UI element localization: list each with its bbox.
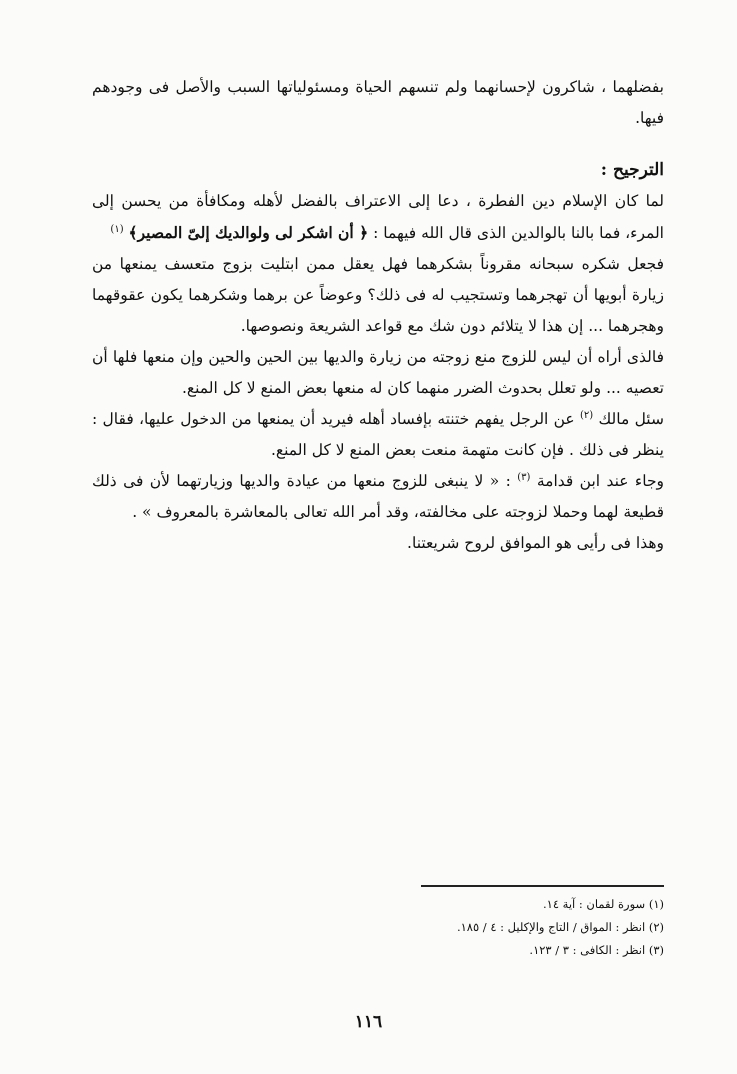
footnote-divider (421, 885, 664, 887)
paragraph-4 (92, 404, 664, 466)
page-number: ١١٦ (354, 1012, 383, 1032)
footnote-1: (١) سورة لقمان : آية ١٤. (543, 897, 664, 911)
footnote-3: (٣) انظر : الكافى : ٣ / ١٢٣. (529, 943, 664, 957)
footnotes (244, 893, 664, 962)
paragraph-2-start: لما كان الإسلام دين الفطرة ، دعا إلى الاعتراف بالفضل لأهله ومكافأة من يحسن إلى المرء، فما بالنا بالوالدين الذى قال الله فيهما : (92, 192, 664, 242)
quran-verse: ﴿ أن اشكر لى ولوالديك إلىّ المصير﴾ (128, 223, 369, 242)
footnote-ref-3: (٣) (517, 471, 531, 483)
paragraph-1: بفضلهما ، شاكرون لإحسانهما ولم تنسهم الحياة ومسئولياتها السبب والأصل فى وجودهم فيها. (92, 78, 664, 127)
main-text (92, 72, 664, 559)
paragraph-5-start: وجاء عند ابن قدامة (536, 472, 665, 490)
paragraph-4-end: عن الرجل يفهم ختنته بإفساد أهله فيريد أن يمنعها من الدخول عليها، فقال : ينظر فى ذلك . فإن كانت متهمة منعت بعض المنع لا كل المنع. (92, 410, 664, 459)
paragraph-2-end: فجعل شكره سبحانه مقروناً بشكرهما فهل يعقل ممن ابتليت بزوج متعسف يمنعها من زيارة أبويها أن تهجرهما وتستجيب له فى ذلك؟ وعوضاً عن برهما وشكرهما يكون عقوقهما وهجرهما ... إن هذا لا يتلائم دون شك مع قواعد الشريعة ونصوصها. (92, 255, 664, 335)
paragraph-4-start: سئل مالك (598, 410, 664, 428)
footnote-2: (٢) انظر : المواق / التاج والإكليل : ٤ / ١٨٥. (456, 920, 664, 934)
footnote-ref-2: (٢) (579, 409, 594, 421)
section-heading: الترجيح : (600, 160, 664, 180)
paragraph-5-end: : « لا ينبغى للزوج منعها من عيادة والديها وزيارتهما لأن فى ذلك قطيعة لهما وحملا لزوجته على مخالفته، وقد أمر الله تعالى بالمعاشرة بالمعروف » . (92, 472, 664, 521)
paragraph-2 (92, 186, 664, 342)
paragraph-5 (92, 466, 664, 528)
footnote-ref-1: (١) (110, 223, 124, 235)
paragraph-6: وهذا فى رأيى هو الموافق لروح شريعتنا. (407, 534, 664, 552)
paragraph-3: فالذى أراه أن ليس للزوج منع زوجته من زيارة والديها بين الحين والحين وإن منعها فلها أن تعصيه ... ولو تعلل بحدوث الضرر منهما كان له منعها بعض المنع لا كل المنع. (92, 348, 664, 397)
